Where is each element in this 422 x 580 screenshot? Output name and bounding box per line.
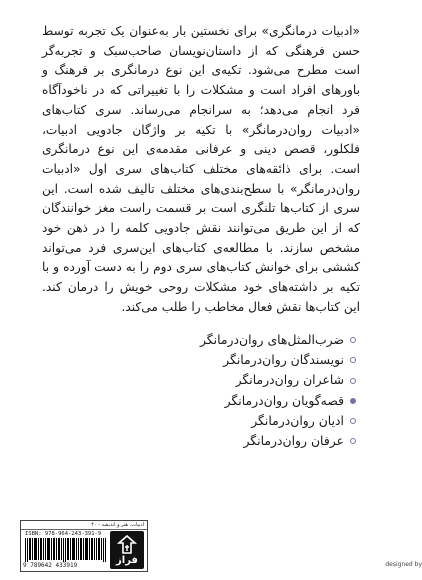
series-item-title: قصه‌گویان روان‌درمانگر: [224, 392, 344, 408]
series-item-title: عرفان روان‌درمانگر: [243, 433, 344, 449]
circle-bullet-icon: [350, 418, 356, 424]
back-cover-blurb: «ادبیات درمانگری» برای نخستین بار به‌عنوان یک تجربه توسط حسن فرهنگی که از داستان‌نویسان صاحب‌سبک و تجربه‌گر است مطرح می‌شود. تکیه‌ی این نوع درمانگری بر فرهنگ و باورهای افراد است و مشکلات را با تغییراتی که در ناخودآگاه فرد انجام می‌دهد؛ به سرانجام می‌رساند. سری کتاب‌های «ادبیات روان‌درمانگر» با تکیه بر واژگان جادویی ادبیات، فلکلور، قصص دینی و عرفانی مقدمه‌ی این نوع درمانگری است. برای ذائقه‌های مختلف کتاب‌های سری اول «ادبیات روان‌درمانگر» با سطح‌بندی‌های مختلف تالیف شده است. این سری از کتاب‌ها تلنگری است بر قسمت راست مغز خوانندگان که از این طریق می‌توانند نقش جادویی کلمه را در ذهن خود مشخص سازند. با مطالعه‌ی کتاب‌های این‌سری فرد می‌تواند کششی برای خوانش کتاب‌های سری دوم را به دست آورده و با تکیه بر داشته‌های خود مشکلات روحی خویش را درمان کند. این کتاب‌ها نقش فعال مخاطب را طلب می‌کند.: [42, 24, 360, 314]
designer-credit: designed by: [385, 561, 422, 568]
barcode-box: [20, 520, 148, 572]
series-item-title: ضرب‌المثل‌های روان‌درمانگر: [199, 332, 344, 347]
series-item: [156, 431, 356, 451]
publisher-emblem-icon: [117, 535, 137, 555]
series-list: [156, 330, 356, 451]
series-item-current: [156, 391, 356, 411]
series-item: [156, 330, 356, 350]
barcode-digits: 9 789642 433919: [23, 562, 78, 569]
circle-bullet-icon: [350, 357, 356, 363]
isbn-text: ISBN: 978-964-243-391-9: [25, 531, 102, 537]
series-item: [156, 411, 356, 431]
barcode-category: ادبیات، هنر و اندیشه - ۴۰: [21, 521, 147, 530]
barcode-icon: [25, 538, 107, 562]
filled-circle-bullet-icon: [350, 398, 356, 404]
series-item: [156, 350, 356, 370]
series-item-title: نویسندگان روان‌درمانگر: [223, 352, 344, 368]
series-item-title: ادیان روان‌درمانگر: [251, 412, 344, 428]
circle-bullet-icon: [350, 438, 356, 444]
series-item-title: شاعران روان‌درمانگر: [235, 372, 344, 388]
publisher-logo-text: فراز: [116, 555, 138, 566]
publisher-logo: [110, 531, 144, 569]
circle-bullet-icon: [350, 378, 356, 384]
circle-bullet-icon: [350, 337, 356, 343]
series-item: [156, 370, 356, 390]
